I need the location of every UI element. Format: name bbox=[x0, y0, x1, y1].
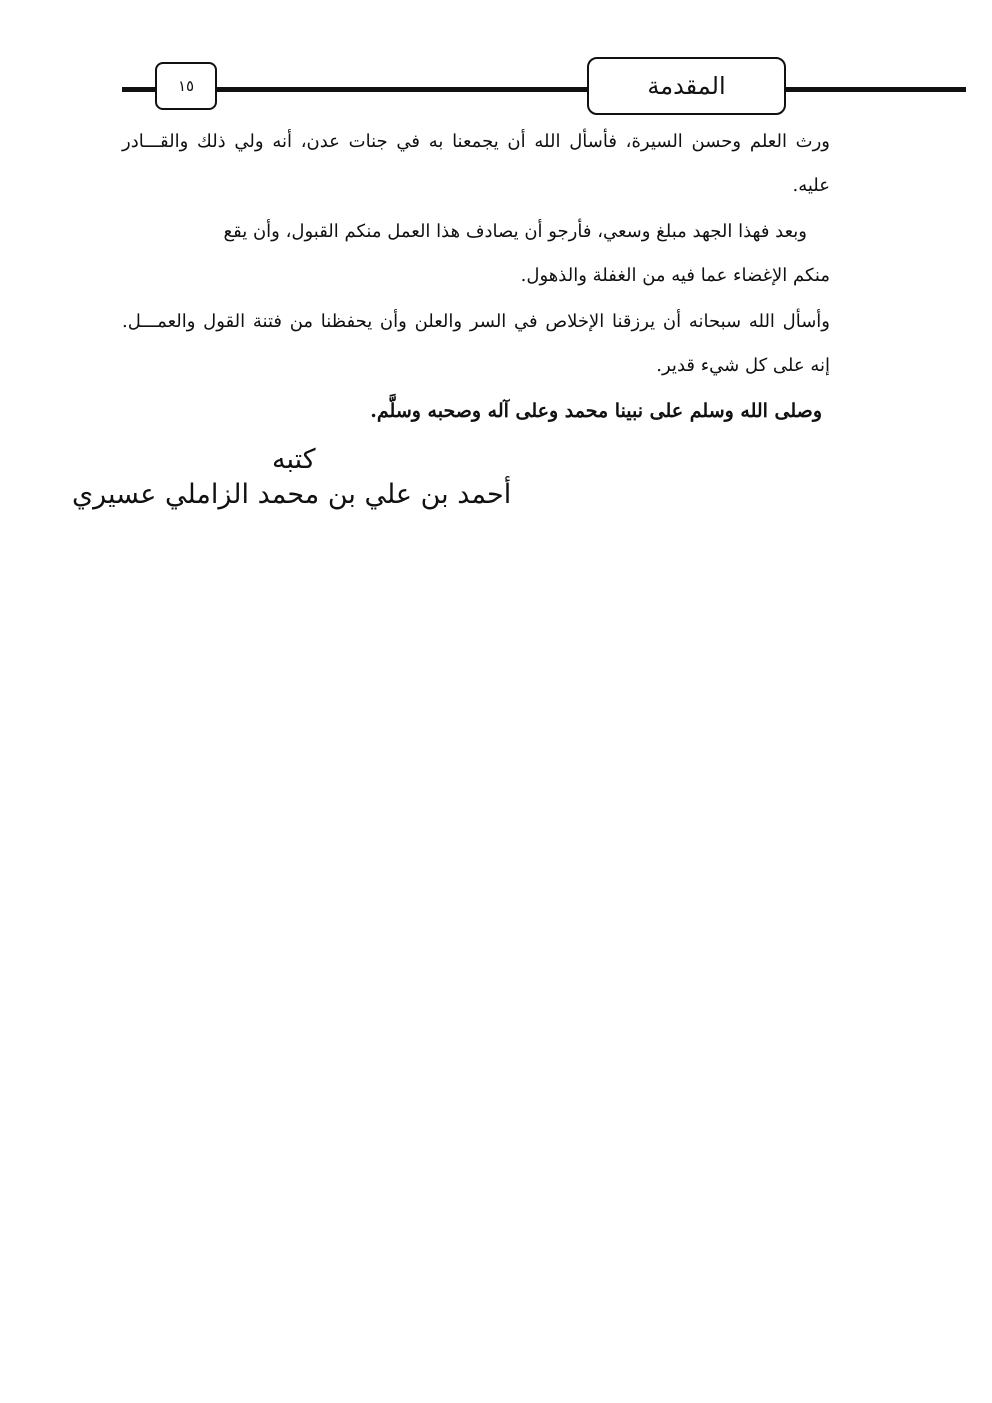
header-rule bbox=[122, 87, 966, 92]
body-line-2: عليه. bbox=[792, 175, 830, 196]
body-line-4: منكم الإغضاء عما فيه من الغفلة والذهول. bbox=[520, 265, 830, 286]
page-number: ١٥ bbox=[155, 62, 217, 110]
body-line-7: وصلى الله وسلم على نبينا محمد وعلى آله وصحبه وسلَّم. bbox=[370, 400, 822, 422]
signature-label: كتبه bbox=[272, 444, 316, 475]
body-line-5: وأسأل الله سبحانه أن يرزقنا الإخلاص في السر والعلن وأن يحفظنا من فتنة القول والعمـــل. bbox=[122, 311, 830, 332]
body-line-3: وبعد فهذا الجهد مبلغ وسعي، فأرجو أن يصادف هذا العمل منكم القبول، وأن يقع bbox=[223, 221, 807, 242]
body-line-1: ورث العلم وحسن السيرة، فأسأل الله أن يجمعنا به في جنات عدن، أنه ولي ذلك والقـــادر bbox=[122, 131, 830, 152]
section-title: المقدمة bbox=[587, 57, 786, 115]
signature-name: أحمد بن علي بن محمد الزاملي عسيري bbox=[72, 479, 512, 510]
body-line-6: إنه على كل شيء قدير. bbox=[656, 355, 830, 376]
